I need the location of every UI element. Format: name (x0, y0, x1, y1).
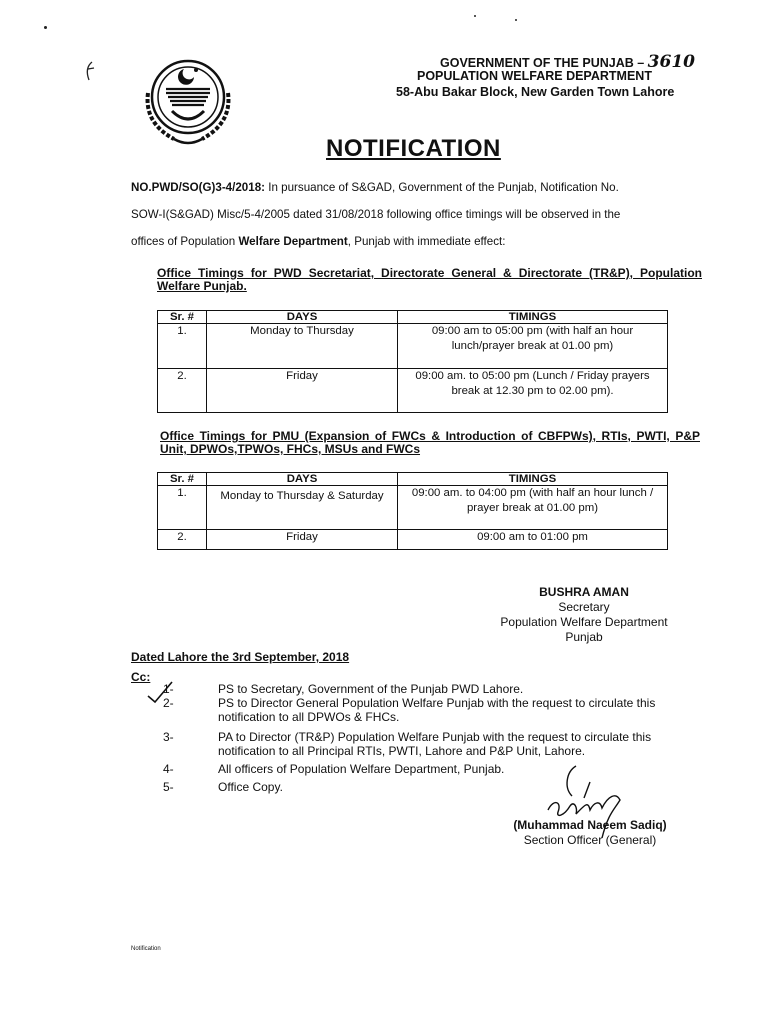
cc-label: Cc: (131, 670, 151, 684)
punjab-government-logo (134, 53, 242, 149)
footer-note: Notification (131, 946, 161, 952)
list-item: 4- All officers of Population Welfare Department, Punjab. (163, 762, 505, 776)
list-item: 5- Office Copy. (163, 780, 283, 794)
table-row: 1. Monday to Thursday & Saturday 09:00 am. to 04:00 pm (with half an hour lunch / prayer break at 01.00 pm) (158, 486, 668, 530)
page-title: NOTIFICATION (326, 135, 501, 162)
scan-speck (474, 15, 476, 17)
section2-heading: Office Timings for PMU (Expansion of FWCs & Introduction of CBFPWs), RTIs, PWTI, P&P Unit, DPWOs,TPWOs, FHCs, MSUs and FWCs (160, 429, 700, 456)
officer-name: (Muhammad Naeem Sadiq) (513, 818, 667, 832)
section2-timings-table (157, 472, 668, 550)
header-department-line: POPULATION WELFARE DEPARTMENT (417, 69, 652, 83)
officer-designation: Section Officer (General) (523, 833, 657, 847)
intro-paragraph: NO.PWD/SO(G)3-4/2018: In pursuance of S&GAD, Government of the Punjab, Notification No. SOW-I(S&GAD) Misc/5-4/2005 dated 31/08/2018 following office timings will be observed in the offices of Population Welfare Department, Punjab with immediate effect: (131, 181, 621, 248)
col-header-sr: Sr. # (158, 473, 207, 486)
table-row: 2. Friday 09:00 am to 01:00 pm (158, 530, 668, 550)
signatory-designation: Secretary (558, 600, 610, 614)
col-header-sr: Sr. # (158, 311, 207, 324)
scan-speck (515, 19, 517, 21)
col-header-timings: TIMINGS (398, 311, 668, 324)
reference-number: SOW-I(S&GAD) Misc/5-4/2005 dated 31/08/2018 (131, 208, 384, 221)
table-row: 1. Monday to Thursday 09:00 am to 05:00 pm (with half an hour lunch/prayer break at 01.00 pm) (158, 324, 668, 369)
section1-heading: Office Timings for PWD Secretariat, Directorate General & Directorate (TR&P), Population Welfare Punjab. (157, 266, 702, 293)
margin-mark (82, 60, 98, 84)
header-address-line: 58-Abu Bakar Block, New Garden Town Lahore (396, 85, 675, 99)
notification-number: NO.PWD/SO(G)3-4/2018: (131, 181, 266, 194)
list-item: 2- PS to Director General Population Welfare Punjab with the request to circulate this notification to all DPWOs & FHCs. (163, 696, 656, 724)
dated-line: Dated Lahore the 3rd September, 2018 (131, 650, 350, 664)
col-header-days: DAYS (207, 311, 398, 324)
officer-block (490, 818, 690, 848)
signatory-block (482, 585, 686, 645)
signatory-place: Punjab (565, 630, 603, 644)
list-item: 1- PS to Secretary, Government of the Punjab PWD Lahore. (163, 682, 524, 696)
header-government-line: GOVERNMENT OF THE PUNJAB – 3610 (440, 52, 695, 72)
table-header-row (158, 311, 668, 324)
table-row: 2. Friday 09:00 am. to 05:00 pm (Lunch / Friday prayers break at 12.30 pm to 02.00 pm). (158, 369, 668, 413)
section1-timings-table (157, 310, 668, 413)
header-block (360, 54, 720, 100)
table-header-row (158, 473, 668, 486)
signatory-name: BUSHRA AMAN (539, 585, 629, 599)
list-item: 3- PA to Director (TR&P) Population Welfare Punjab with the request to circulate this notification to all Principal RTIs, PWTI, Lahore and P&P Unit, Lahore. (163, 730, 652, 758)
col-header-timings: TIMINGS (398, 473, 668, 486)
col-header-days: DAYS (207, 473, 398, 486)
scan-speck (44, 26, 47, 29)
handwritten-diary-number: 3610 (647, 52, 695, 72)
signatory-department: Population Welfare Department (500, 615, 668, 629)
